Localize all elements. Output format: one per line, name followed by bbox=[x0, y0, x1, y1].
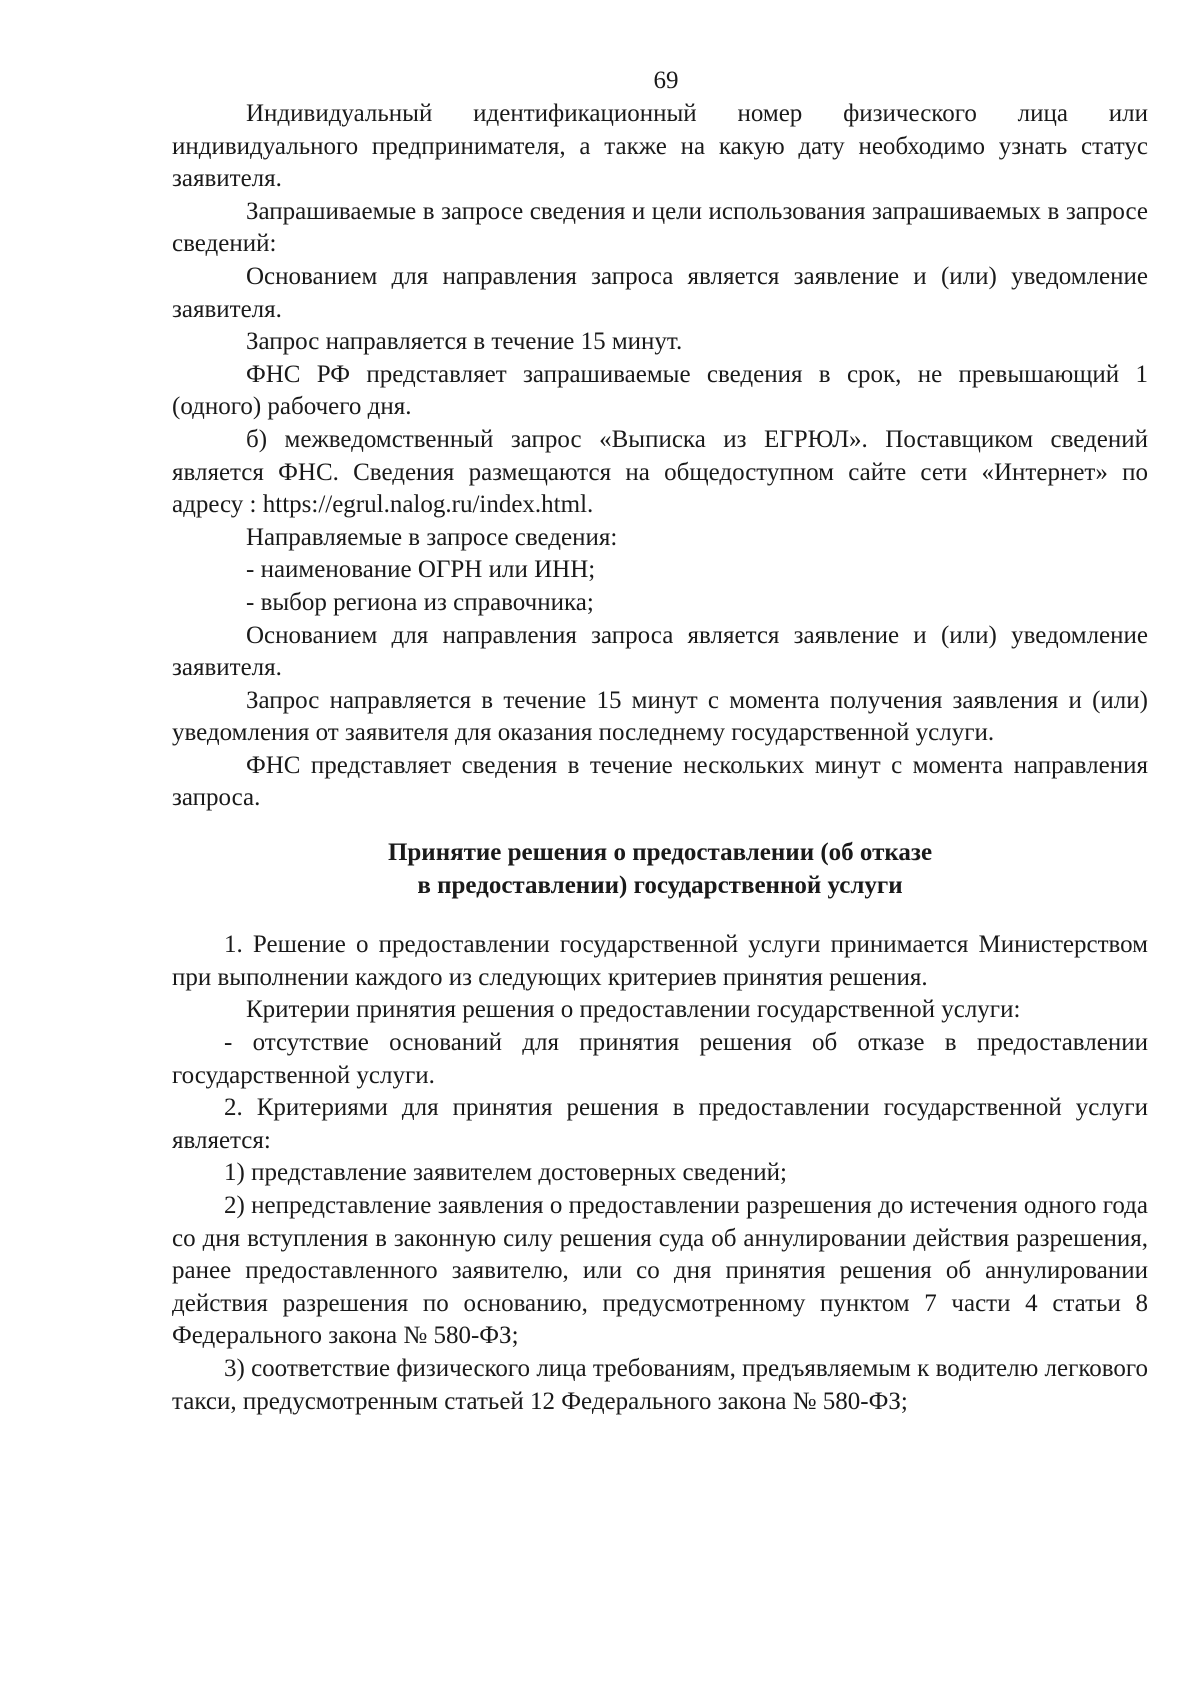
list-item-no-application-within-year: 2) непредставление заявления о предоставлении разрешения до истечения одного года со дня вступления в законную силу решения суда об аннулировании действия разрешения, ранее предоставленного заявителю, или со дня принятия решения об аннулировании действия разрешения по основанию, предусмотренному пунктом 7 части 4 статьи 8 Федерального закона № 580-ФЗ; bbox=[172, 1192, 1148, 1350]
paragraph-request-timing: Запрос направляется в течение 15 минут. bbox=[246, 328, 683, 356]
page-number: 69 bbox=[653, 67, 679, 94]
section-heading-line-2: в предоставлении) государственной услуги bbox=[417, 871, 903, 899]
list-item-region-choice: - выбор региона из справочника; bbox=[246, 588, 594, 616]
paragraph-requested-info-purpose: Запрашиваемые в запросе сведения и цели использования запрашиваемых в запросе сведений: bbox=[172, 197, 1148, 258]
paragraph-decision-ministry: 1. Решение о предоставлении государственной услуги принимается Министерством при выполнении каждого из следующих критериев принятия решения. bbox=[172, 931, 1148, 991]
paragraph-sent-info: Направляемые в запросе сведения: bbox=[246, 523, 618, 551]
paragraph-egrul-request: б) межведомственный запрос «Выписка из ЕГРЮЛ». Поставщиком сведений является ФНС. Сведения размещаются на общедоступном сайте сети «Интернет» по адресу : https://egrul.nalog.ru/index.html. bbox=[172, 425, 1148, 519]
paragraph-criteria-list-intro: 2. Критериями для принятия решения в предоставлении государственной услуги является: bbox=[172, 1094, 1148, 1154]
paragraph-fns-response-time: ФНС РФ представляет запрашиваемые сведения в срок, не превышающий 1 (одного) рабочего дня. bbox=[172, 360, 1148, 421]
document-page bbox=[172, 66, 1148, 1418]
list-item-ogrn-inn: - наименование ОГРН или ИНН; bbox=[246, 556, 596, 584]
paragraph-request-timing-2: Запрос направляется в течение 15 минут с момента получения заявления и (или) уведомления от заявителя для оказания последнему государственной услуги. bbox=[172, 686, 1148, 747]
section-heading bbox=[172, 837, 1148, 902]
section-heading-line-1: Принятие решения о предоставлении (об отказе bbox=[387, 839, 933, 867]
list-item-driver-requirements: 3) соответствие физического лица требованиям, предъявляемым к водителю легкового такси, предусмотренным статьей 12 Федерального закона № 580-ФЗ; bbox=[172, 1354, 1148, 1415]
paragraph-request-basis: Основанием для направления запроса является заявление и (или) уведомление заявителя. bbox=[172, 262, 1148, 323]
paragraph-fns-response-minutes: ФНС представляет сведения в течение нескольких минут с момента направления запроса. bbox=[172, 751, 1148, 812]
paragraph-decision-criteria: Критерии принятия решения о предоставлении государственной услуги: bbox=[246, 996, 1021, 1024]
list-item-no-refusal-grounds: - отсутствие оснований для принятия решения об отказе в предоставлении государственной услуги. bbox=[172, 1029, 1148, 1089]
paragraph-request-basis-2: Основанием для направления запроса является заявление и (или) уведомление заявителя. bbox=[172, 621, 1148, 682]
paragraph-inn-status: Индивидуальный идентификационный номер физического лица или индивидуального предпринимателя, а также на какую дату необходимо узнать статус заявителя. bbox=[172, 100, 1148, 193]
list-item-reliable-info: 1) представление заявителем достоверных сведений; bbox=[224, 1159, 787, 1187]
